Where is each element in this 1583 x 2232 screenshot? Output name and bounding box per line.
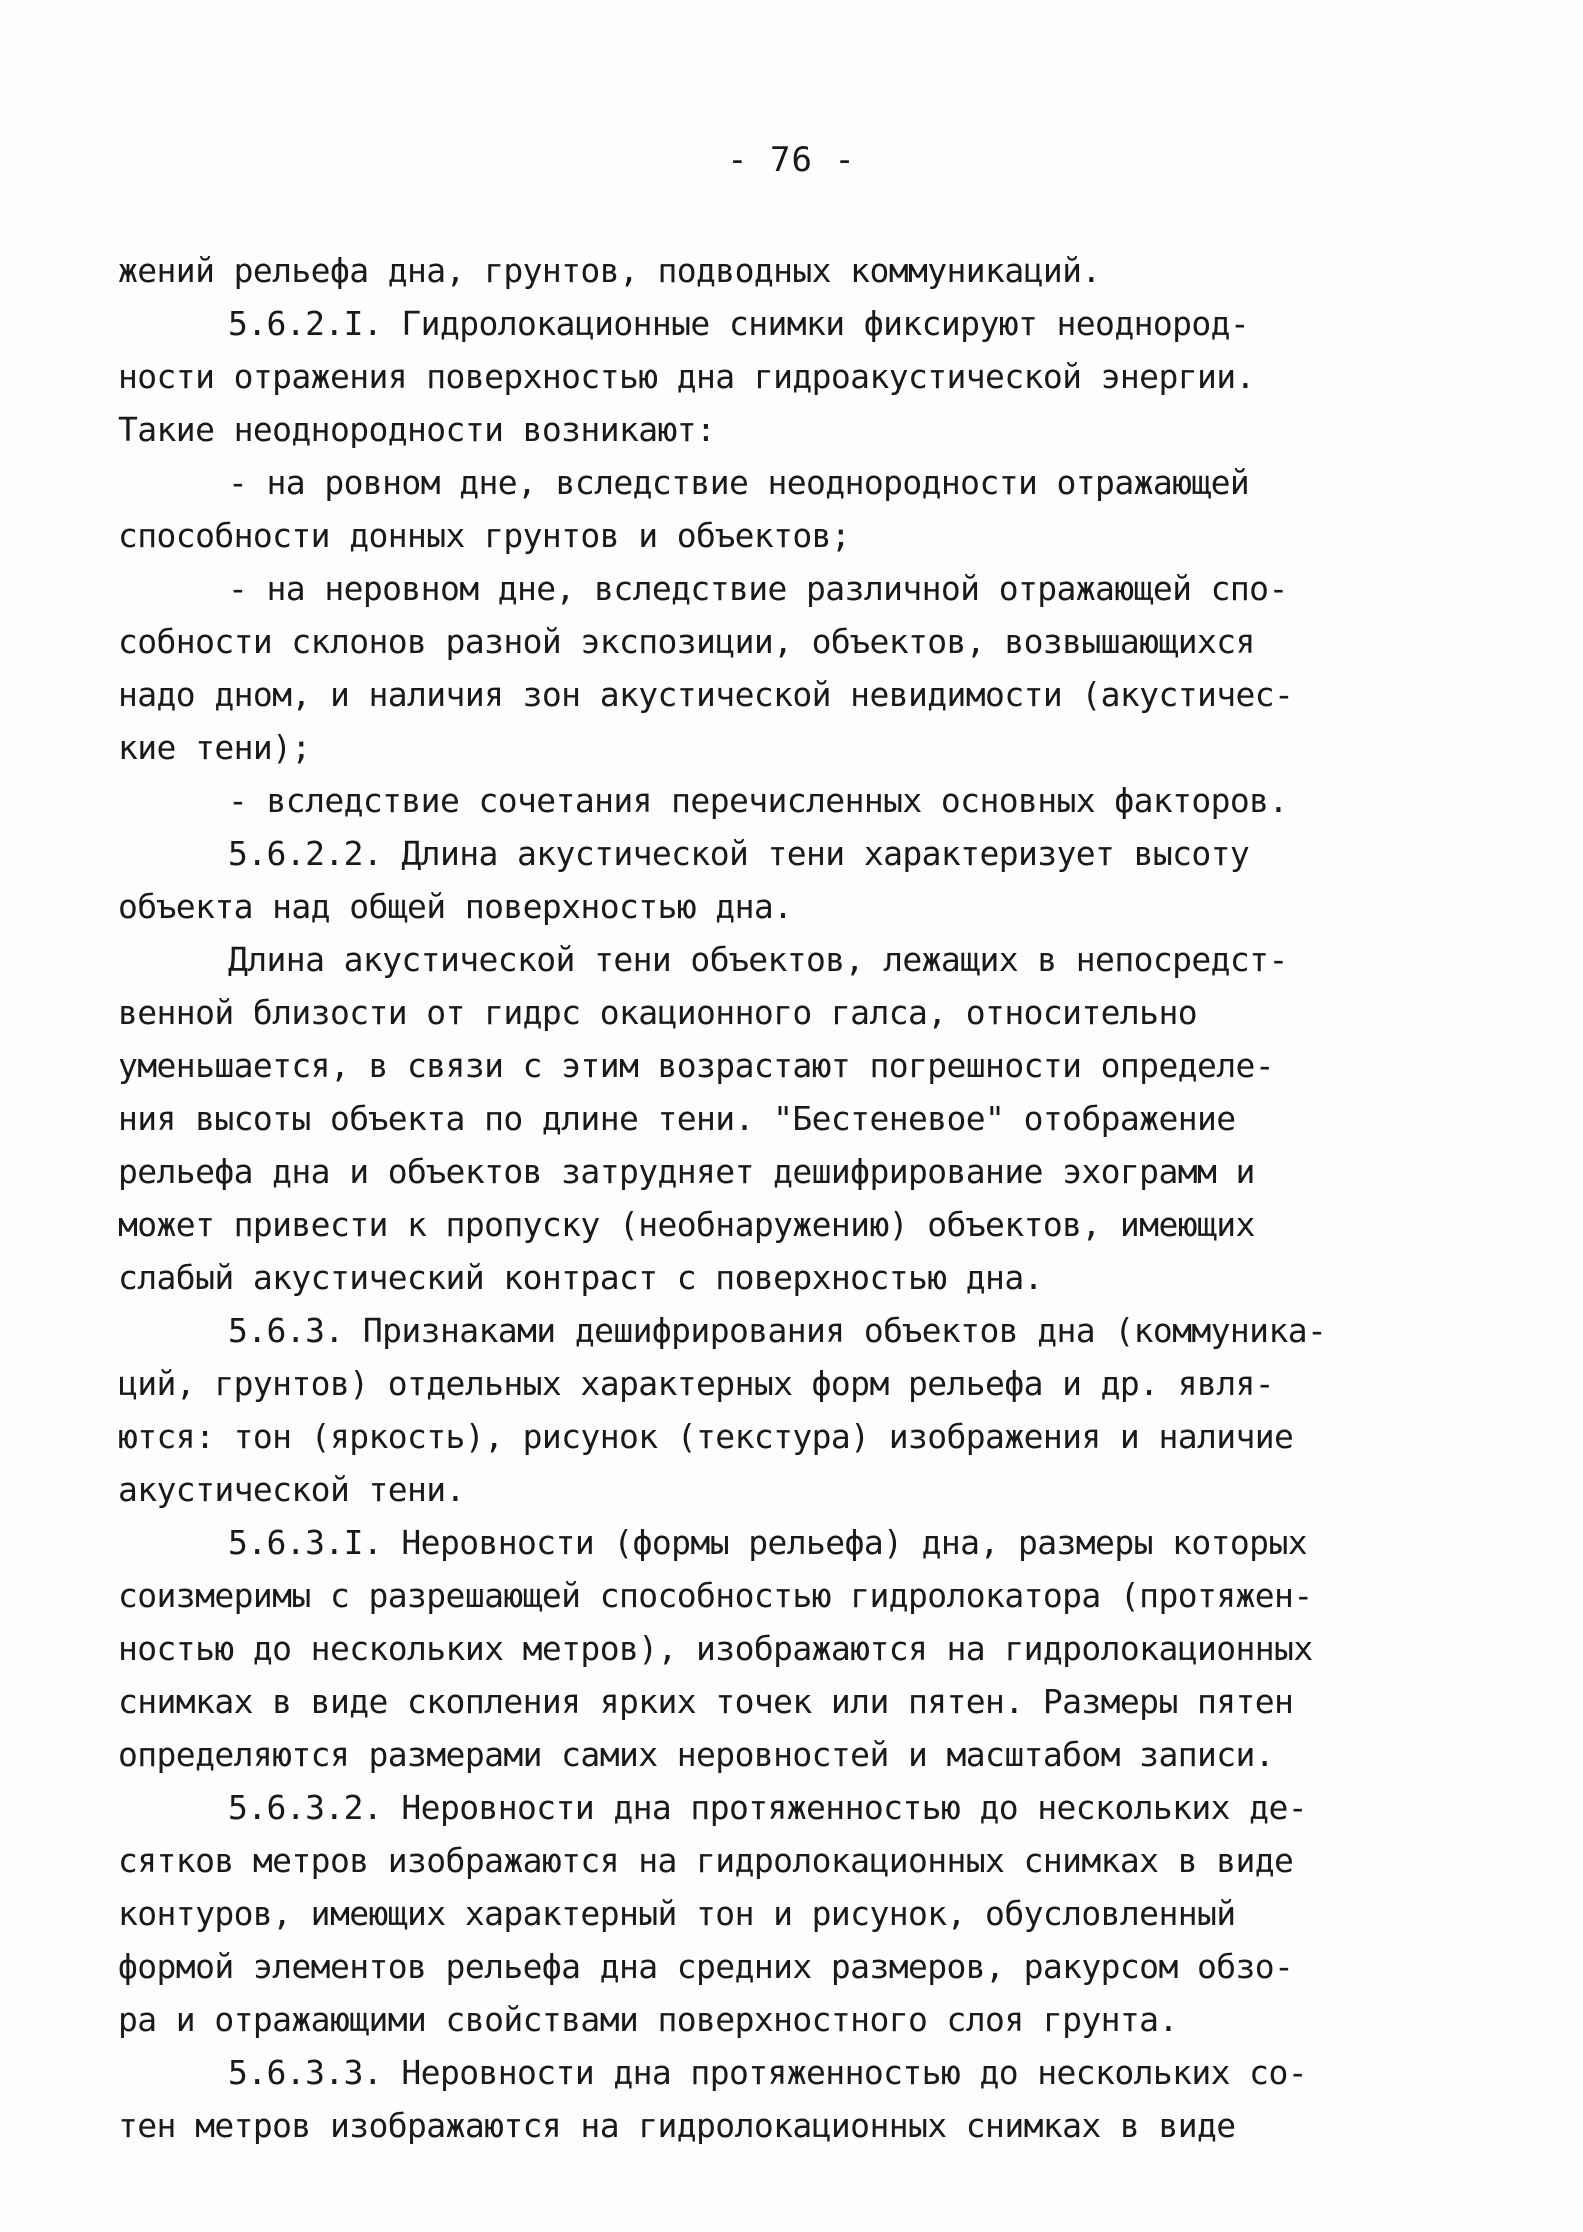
- body-text: [118, 244, 1448, 2152]
- text-line: соизмеримы с разрешающей способностью гидролокатора (протяжен-: [118, 1576, 1313, 1615]
- text-line: ния высоты объекта по длине тени. "Бестеневое" отображение: [118, 1099, 1236, 1138]
- page-number: - 76 -: [727, 140, 856, 180]
- text-line: объекта над общей поверхностью дна.: [118, 887, 793, 926]
- text-line: определяются размерами самих неровностей и масштабом записи.: [118, 1735, 1275, 1774]
- text-line: формой элементов рельефа дна средних размеров, ракурсом обзо-: [118, 1947, 1294, 1986]
- text-line: кие тени);: [118, 728, 311, 767]
- text-line: снимках в виде скопления ярких точек или пятен. Размеры пятен: [118, 1682, 1294, 1721]
- text-line: собности склонов разной экспозиции, объектов, возвышающихся: [118, 622, 1255, 661]
- text-line: 5.6.2.2. Длина акустической тени характеризует высоту: [228, 834, 1250, 873]
- text-line: ются: тон (яркость), рисунок (текстура) изображения и наличие: [118, 1417, 1294, 1456]
- text-line: 5.6.3. Признаками дешифрирования объектов дна (коммуника-: [228, 1311, 1327, 1350]
- text-line: 5.6.3.I. Неровности (формы рельефа) дна, размеры которых: [228, 1523, 1307, 1562]
- text-line: контуров, имеющих характерный тон и рисунок, обусловленный: [118, 1894, 1236, 1933]
- text-line: уменьшается, в связи с этим возрастают погрешности определе-: [118, 1046, 1275, 1085]
- text-line: Длина акустической тени объектов, лежащих в непосредст-: [228, 940, 1288, 979]
- text-line: способности донных грунтов и объектов;: [118, 516, 851, 555]
- text-line: сятков метров изображаются на гидролокационных снимках в виде: [118, 1841, 1294, 1880]
- text-line: венной близости от гидрс окационного галса, относительно: [118, 993, 1197, 1032]
- text-line: 5.6.3.3. Неровности дна протяженностью до нескольких со-: [228, 2053, 1307, 2092]
- text-line: может привести к пропуску (необнаружению) объектов, имеющих: [118, 1205, 1255, 1244]
- text-line: ций, грунтов) отдельных характерных форм рельефа и др. явля-: [118, 1364, 1275, 1403]
- text-line: акустической тени.: [118, 1470, 465, 1509]
- text-line: 5.6.3.2. Неровности дна протяженностью до нескольких де-: [228, 1788, 1307, 1827]
- text-line: жений рельефа дна, грунтов, подводных коммуникаций.: [118, 251, 1101, 290]
- text-line: Такие неоднородности возникают:: [118, 410, 716, 449]
- text-line: слабый акустический контраст с поверхностью дна.: [118, 1258, 1043, 1297]
- text-line: - на неровном дне, вследствие различной отражающей спо-: [228, 569, 1288, 608]
- text-line: - вследствие сочетания перечисленных основных факторов.: [228, 781, 1288, 820]
- text-line: ности отражения поверхностью дна гидроакустической энергии.: [118, 357, 1255, 396]
- text-line: рельефа дна и объектов затрудняет дешифрирование эхограмм и: [118, 1152, 1255, 1191]
- text-line: надо дном, и наличия зон акустической невидимости (акустичес-: [118, 675, 1294, 714]
- text-line: ностью до нескольких метров), изображаются на гидролокационных: [118, 1629, 1313, 1668]
- text-line: 5.6.2.I. Гидролокационные снимки фиксируют неоднород-: [228, 304, 1250, 343]
- text-line: ра и отражающими свойствами поверхностного слоя грунта.: [118, 2000, 1178, 2039]
- text-line: тен метров изображаются на гидролокационных снимках в виде: [118, 2106, 1236, 2145]
- text-line: - на ровном дне, вследствие неоднородности отражающей: [228, 463, 1250, 502]
